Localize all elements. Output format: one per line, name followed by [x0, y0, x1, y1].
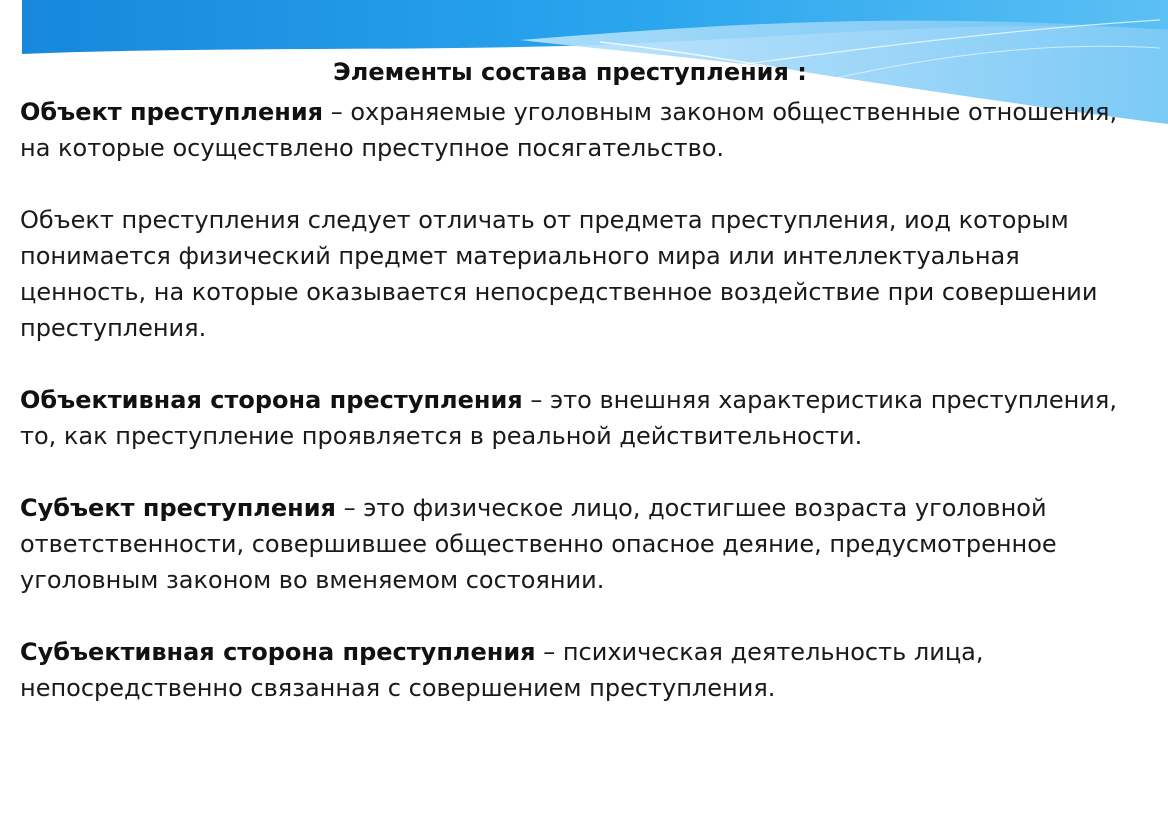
definition-object-vs-subject-matter — [20, 202, 1150, 346]
term-label: Объективная сторона преступления — [20, 386, 523, 414]
definition-subject — [20, 490, 1150, 598]
definition-text: Объект преступления следует отличать от предмета преступления, иод которым понимается физический предмет материального мира или интеллектуальная ценность, на которые оказывается непосредственное воздействие при совершении преступления. — [20, 206, 1098, 342]
slide-title: Элементы состава преступления : — [333, 58, 807, 86]
term-label: Субъективная сторона преступления — [20, 638, 536, 666]
definition-text: – это внешняя характеристика преступления, то, как преступление проявляется в реальной действительности. — [20, 386, 1117, 450]
definition-text: – это физическое лицо, достигшее возраста уголовной ответственности, совершившее общественно опасное деяние, предусмотренное уголовным законом во вменяемом состоянии. — [20, 494, 1057, 594]
term-label: Объект преступления — [20, 98, 324, 126]
definition-subjective-side — [20, 634, 1150, 706]
definition-text: – охраняемые уголовным законом общественные отношения, на которые осуществлено преступное посягательство. — [20, 98, 1118, 162]
definition-objective-side — [20, 382, 1150, 454]
term-label: Субъект преступления — [20, 494, 336, 522]
definition-object — [20, 94, 1150, 166]
definition-text: – психическая деятельность лица, непосредственно связанная с совершением преступления. — [20, 638, 984, 702]
definitions-list — [20, 94, 1150, 742]
